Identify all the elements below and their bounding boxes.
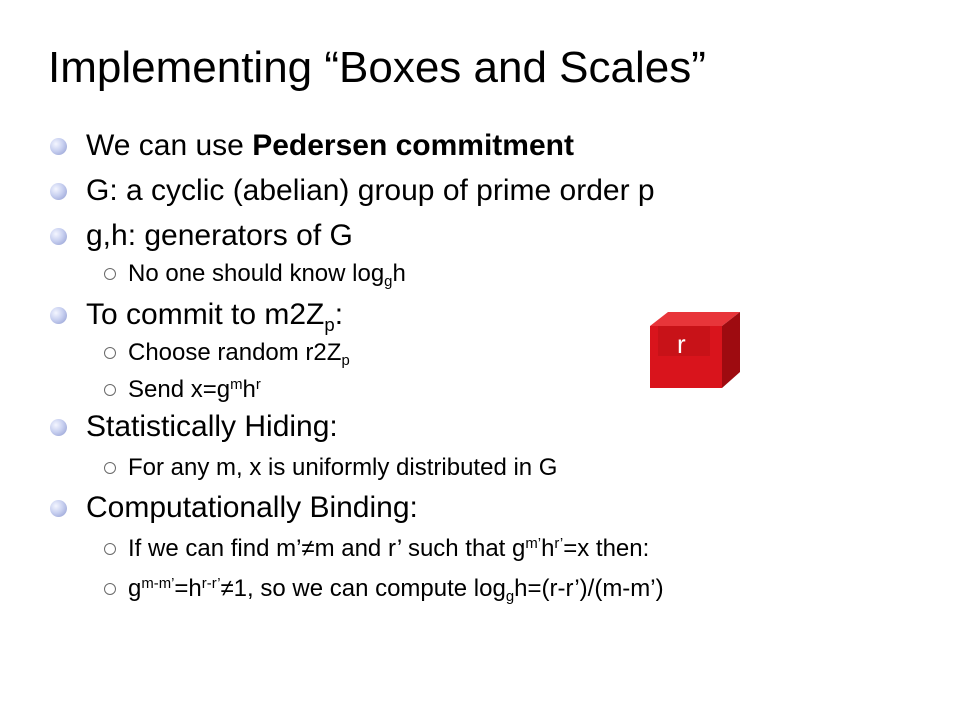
text-segment: =x then: [563, 535, 650, 562]
text-segment: p [341, 353, 350, 370]
text-segment: m’ [525, 535, 542, 552]
sub-bullet-item [128, 375, 261, 405]
text-segment: g,h: generators of G [86, 219, 353, 252]
bullet-icon [50, 307, 67, 324]
slide-title: Implementing “Boxes and Scales” [48, 43, 706, 92]
text-segment: : [334, 298, 344, 331]
text-segment: Statistically Hiding: [86, 410, 338, 443]
bullet-icon [50, 183, 67, 200]
bullet-item [86, 218, 353, 254]
sub-bullet-icon [104, 543, 116, 555]
text-segment: Choose random r2Z [128, 339, 342, 366]
text-segment: Send x=g [128, 376, 231, 403]
text-segment: g [384, 274, 393, 291]
text-segment: p [324, 313, 335, 335]
sub-bullet-item [128, 338, 350, 368]
text-segment: h [541, 535, 555, 562]
red-box-icon [650, 308, 740, 390]
text-segment: h [242, 376, 256, 403]
text-segment: To commit to m2Z [86, 298, 325, 331]
sub-bullet-icon [104, 268, 116, 280]
sub-bullet-item [128, 259, 406, 289]
text-segment: =h [174, 575, 202, 602]
text-segment: h [392, 260, 406, 287]
text-segment: G: a cyclic (abelian) group of prime order p [86, 174, 655, 207]
sub-bullet-item [128, 453, 557, 483]
sub-bullet-icon [104, 384, 116, 396]
text-segment: r’ [554, 535, 564, 552]
text-segment: h=(r-r’)/(m-m’) [514, 575, 664, 602]
sub-bullet-icon [104, 462, 116, 474]
bullet-icon [50, 228, 67, 245]
bullet-icon [50, 419, 67, 436]
text-segment: We can use [86, 129, 253, 162]
text-segment: r [255, 376, 261, 393]
bullet-icon [50, 500, 67, 517]
bullet-item [86, 490, 418, 526]
text-segment: Pedersen commitment [252, 129, 574, 162]
text-segment: m-m’ [141, 575, 175, 592]
sub-bullet-icon [104, 347, 116, 359]
bullet-icon [50, 138, 67, 155]
bullet-item [86, 297, 343, 333]
text-segment: If we can find m’≠m and r’ such that g [128, 535, 526, 562]
box-label: r [677, 329, 686, 359]
bullet-item [86, 173, 655, 209]
bullet-item [86, 128, 574, 164]
text-segment: g [505, 589, 515, 606]
text-segment: No one should know log [128, 260, 385, 287]
text-segment: ≠1, so we can compute log [220, 575, 506, 602]
text-segment: m [230, 376, 243, 393]
bullet-item [86, 409, 338, 445]
sub-bullet-item [128, 574, 664, 604]
text-segment: g [128, 575, 142, 602]
text-segment: Computationally Binding: [86, 491, 418, 524]
text-segment: r-r’ [201, 575, 221, 592]
text-segment: For any m, x is uniformly distributed in G [128, 454, 558, 481]
sub-bullet-item [128, 534, 649, 564]
sub-bullet-icon [104, 583, 116, 595]
